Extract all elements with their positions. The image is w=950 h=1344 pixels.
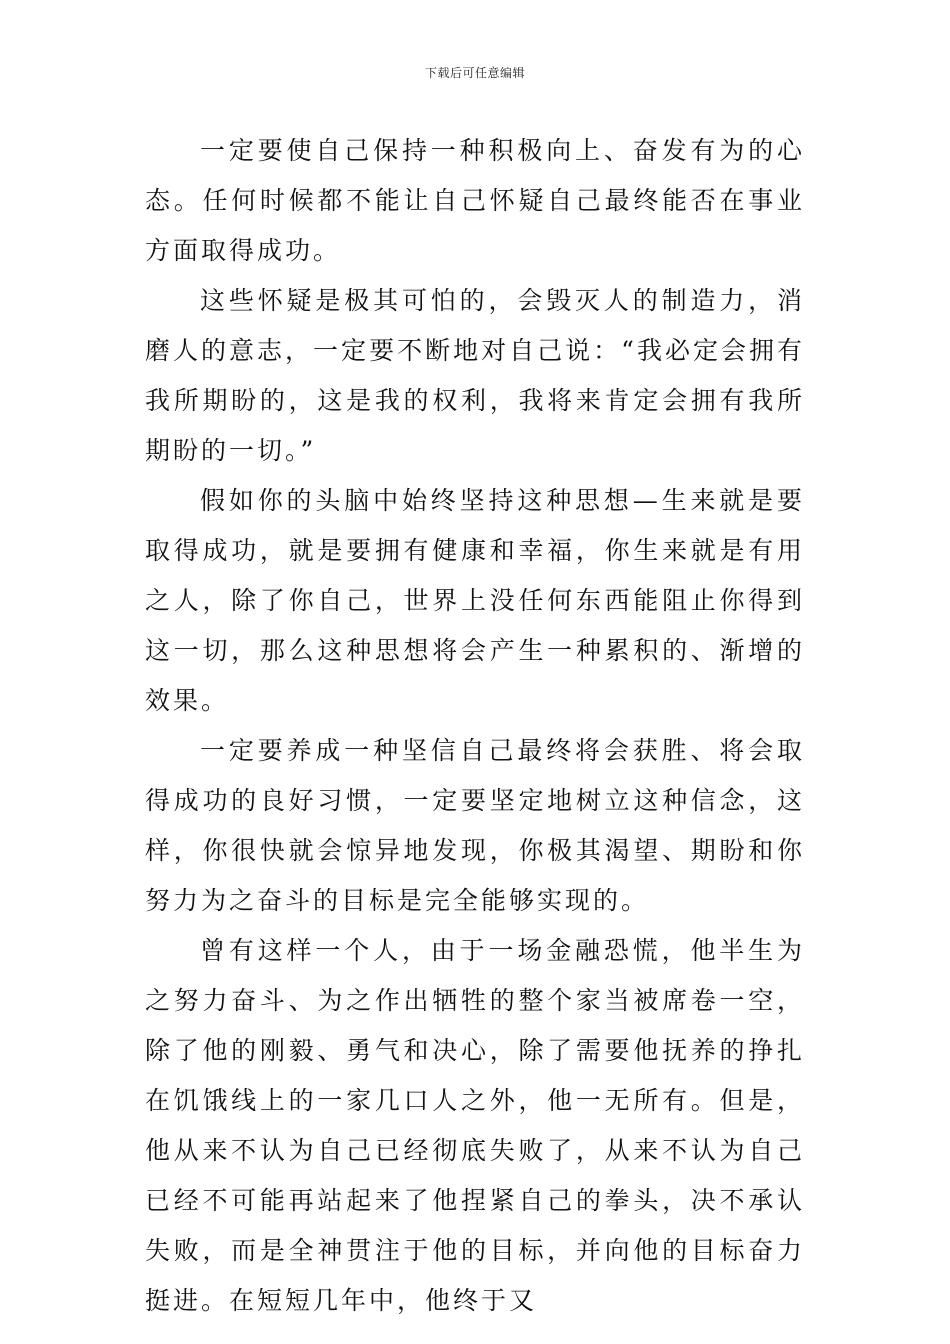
page-header: 下载后可任意编辑 [424, 66, 525, 80]
document-body [145, 126, 805, 1326]
paragraph-1: 一定要使自己保持一种积极向上、奋发有为的心态。任何时候都不能让自己怀疑自己最终能否在事业方面取得成功。 [145, 136, 805, 265]
paragraph-5: 曾有这样一个人，由于一场金融恐慌，他半生为之努力奋斗、为之作出牺牲的整个家当被席卷一空，除了他的刚毅、勇气和决心，除了需要他抚养的挣扎在饥饿线上的一家几口人之外，他一无所有。但是，他从来不认为自己已经彻底失败了，从来不认为自己已经不可能再站起来了他捏紧自己的拳头，决不承认失败，而是全神贯注于他的目标，并向他的目标奋力挺进。在短短几年中，他终于又 [145, 936, 805, 1315]
paragraph-3: 假如你的头脑中始终坚持这种思想—生来就是要取得成功，就是要拥有健康和幸福，你生来就是有用之人，除了你自己，世界上没任何东西能阻止你得到这一切，那么这种思想将会产生一种累积的、渐增的效果。 [145, 486, 805, 715]
paragraph-4: 一定要养成一种坚信自己最终将会获胜、将会取得成功的良好习惯，一定要坚定地树立这种信念，这样，你很快就会惊异地发现，你极其渴望、期盼和你努力为之奋斗的目标是完全能够实现的。 [145, 736, 805, 915]
paragraph-2: 这些怀疑是极其可怕的，会毁灭人的制造力，消磨人的意志，一定要不断地对自己说：“我必定会拥有我所期盼的，这是我的权利，我将来肯定会拥有我所期盼的一切。” [145, 286, 805, 465]
